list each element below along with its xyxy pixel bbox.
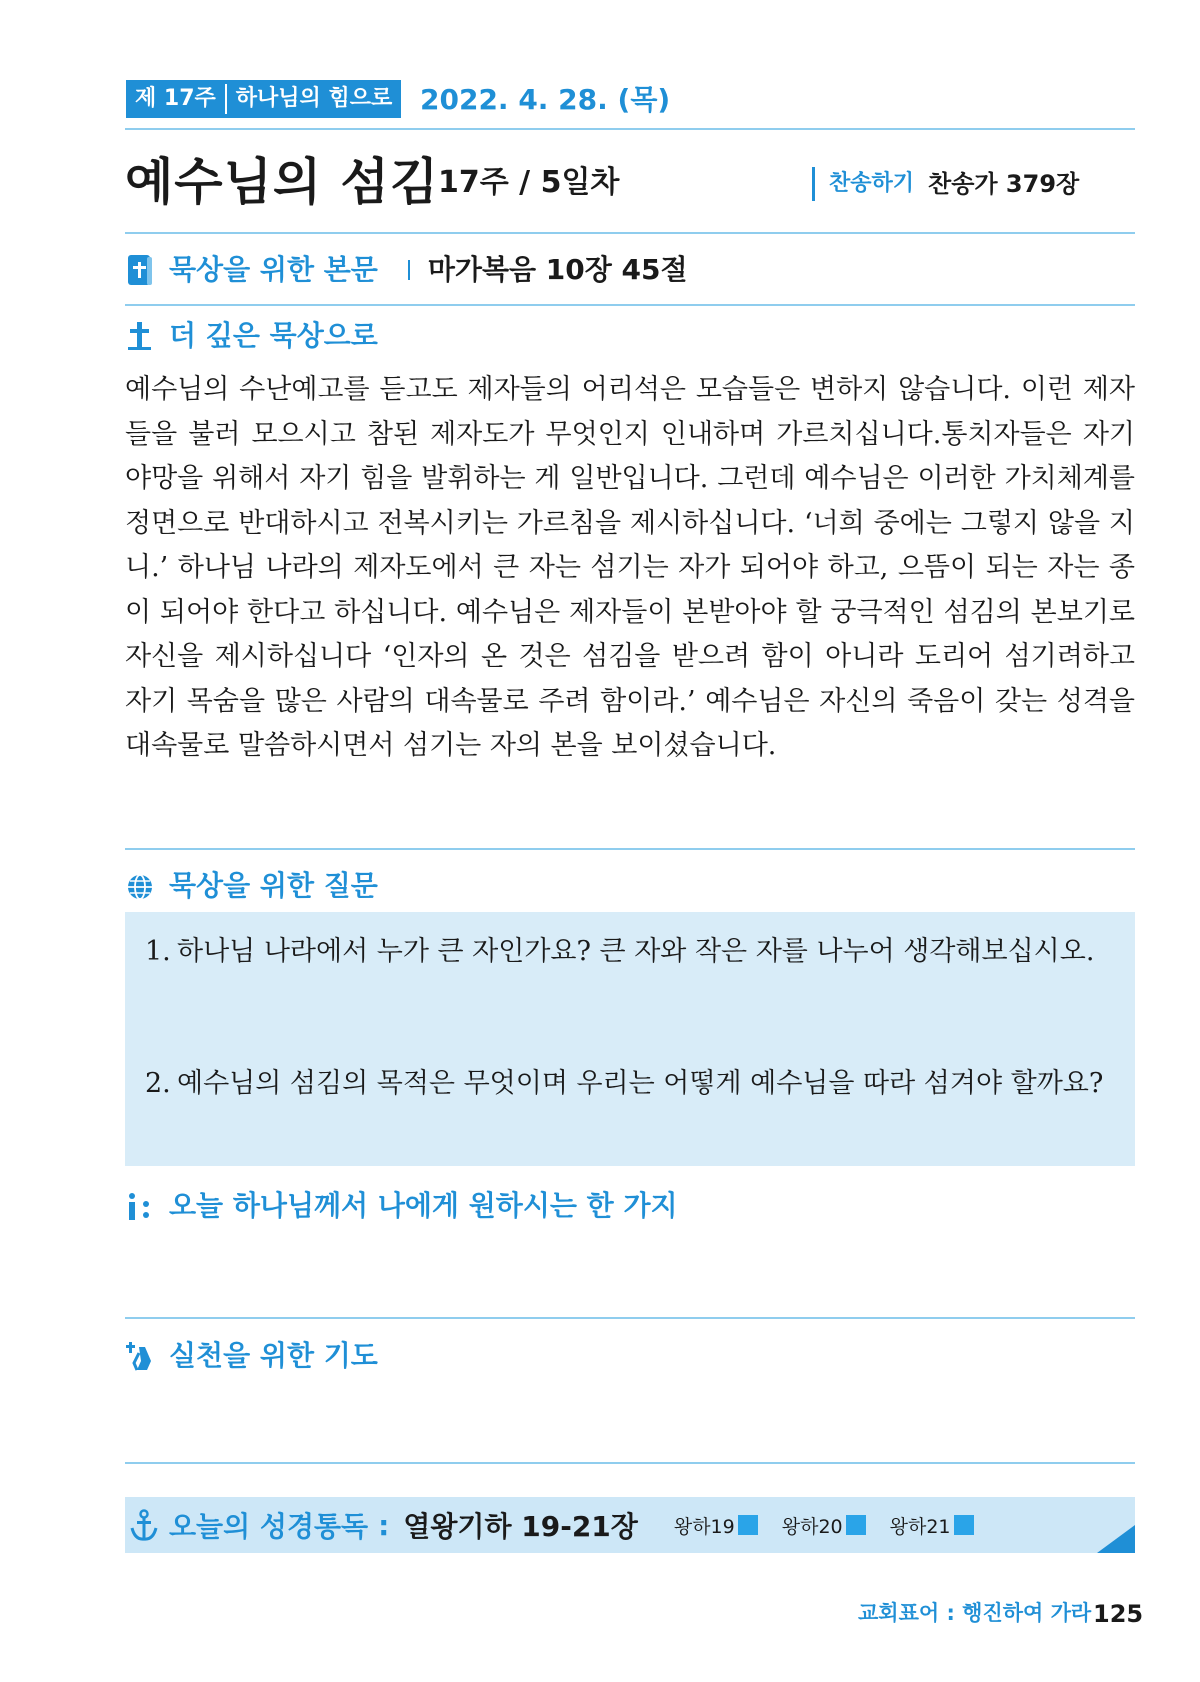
question-number: 2. — [145, 1068, 171, 1099]
divider — [125, 128, 1135, 130]
info-icon — [125, 1189, 155, 1223]
page-title: 예수님의 섬김 — [125, 153, 440, 211]
scripture-heading — [125, 250, 688, 290]
week-badge — [126, 80, 401, 118]
deeper-label: 더 깊은 묵상으로 — [169, 319, 378, 352]
bible-reading-bar — [125, 1497, 1135, 1553]
question-item — [145, 1062, 1105, 1105]
hymn-label: 찬송하기 — [829, 171, 915, 196]
corner-fold-icon — [1097, 1525, 1135, 1553]
questions-heading — [125, 866, 378, 906]
checkbox[interactable] — [738, 1515, 758, 1535]
reading-label: 오늘의 성경통독 — [169, 1510, 369, 1543]
questions-box — [125, 912, 1135, 1166]
divider — [125, 232, 1135, 234]
divider — [125, 1462, 1135, 1464]
date: 2022. 4. 28. (목) — [420, 83, 671, 116]
scripture-reference: 마가복음 10장 45절 — [427, 253, 688, 286]
one-thing-heading — [125, 1186, 678, 1226]
page-number: 125 — [1093, 1600, 1144, 1628]
church-motto: 교회표어 : 행진하여 가라 — [858, 1601, 1092, 1625]
prayer-label: 실천을 위한 기도 — [169, 1339, 378, 1372]
one-thing-label: 오늘 하나님께서 나에게 원하시는 한 가지 — [169, 1189, 678, 1222]
reading-check-label: 왕하19 — [673, 1515, 735, 1538]
reading-check-item[interactable] — [890, 1512, 974, 1539]
question-item — [145, 930, 1105, 973]
scripture-divider — [408, 260, 410, 280]
reading-check-label: 왕하21 — [889, 1515, 951, 1538]
praying-hands-icon — [125, 1339, 155, 1373]
divider — [125, 304, 1135, 306]
divider — [125, 848, 1135, 850]
questions-label: 묵상을 위한 질문 — [169, 869, 378, 902]
reading-check-item[interactable] — [674, 1512, 758, 1539]
checkbox[interactable] — [954, 1515, 974, 1535]
hymn — [812, 166, 1079, 202]
anchor-icon — [129, 1508, 159, 1542]
deeper-heading — [125, 316, 378, 356]
meditation-body: 예수님의 수난예고를 듣고도 제자들의 어리석은 모습들은 변하지 않습니다. 이런 제자들을 불러 모으시고 참된 제자도가 무엇인지 인내하며 가르치십니다.통치자들은 자기 야망을 위해서 자기 힘을 발휘하는 게 일반입니다. 그런데 예수님은 이러한 가치체계를 정면으로 반대하시고 전복시키는 가르침을 제시하십니다. ‘너희 중에는 그렇지 않을 지니.’ 하나님 나라의 제자도에서 큰 자는 섬기는 자가 되어야 하고, 으뜸이 되는 자는 종이 되어야 한다고 하십니다. 예수님은 제자들이 본받아야 할 궁극적인 섬김의 본보기로 자신을 제시하십니다 ‘인자의 온 것은 섬김을 받으려 함이 아니라 도리어 섬기려하고 자기 목숨을 많은 사람의 대속물로 주려 함이라.’ 예수님은 자신의 죽음이 갖는 성격을 대속물로 말씀하시면서 섬기는 자의 본을 보이셨습니다. — [125, 374, 1135, 761]
question-number: 1. — [145, 936, 171, 967]
bible-icon — [125, 253, 155, 287]
reading-colon: : — [378, 1508, 390, 1542]
checkbox[interactable] — [846, 1515, 866, 1535]
question-text: 하나님 나라에서 누가 큰 자인가요? 큰 자와 작은 자를 나누어 생각해보십시오. — [177, 936, 1095, 967]
reading-check-label: 왕하20 — [781, 1515, 843, 1538]
hymn-bar — [812, 167, 815, 201]
week-theme: 하나님의 힘으로 — [235, 86, 393, 111]
question-text: 예수님의 섬김의 목적은 무엇이며 우리는 어떻게 예수님을 따라 섬겨야 할까요? — [177, 1068, 1104, 1099]
week-number: 제 17주 — [135, 86, 216, 111]
cross-icon — [125, 319, 155, 353]
scripture-label: 묵상을 위한 본문 — [169, 253, 378, 286]
divider — [125, 1317, 1135, 1319]
prayer-heading — [125, 1336, 378, 1376]
globe-icon — [125, 869, 155, 903]
reading-range: 열왕기하 19-21장 — [403, 1510, 638, 1543]
hymn-value: 찬송가 379장 — [928, 170, 1080, 198]
day-subtitle: 17주 / 5일차 — [438, 165, 620, 200]
reading-check-item[interactable] — [782, 1512, 866, 1539]
